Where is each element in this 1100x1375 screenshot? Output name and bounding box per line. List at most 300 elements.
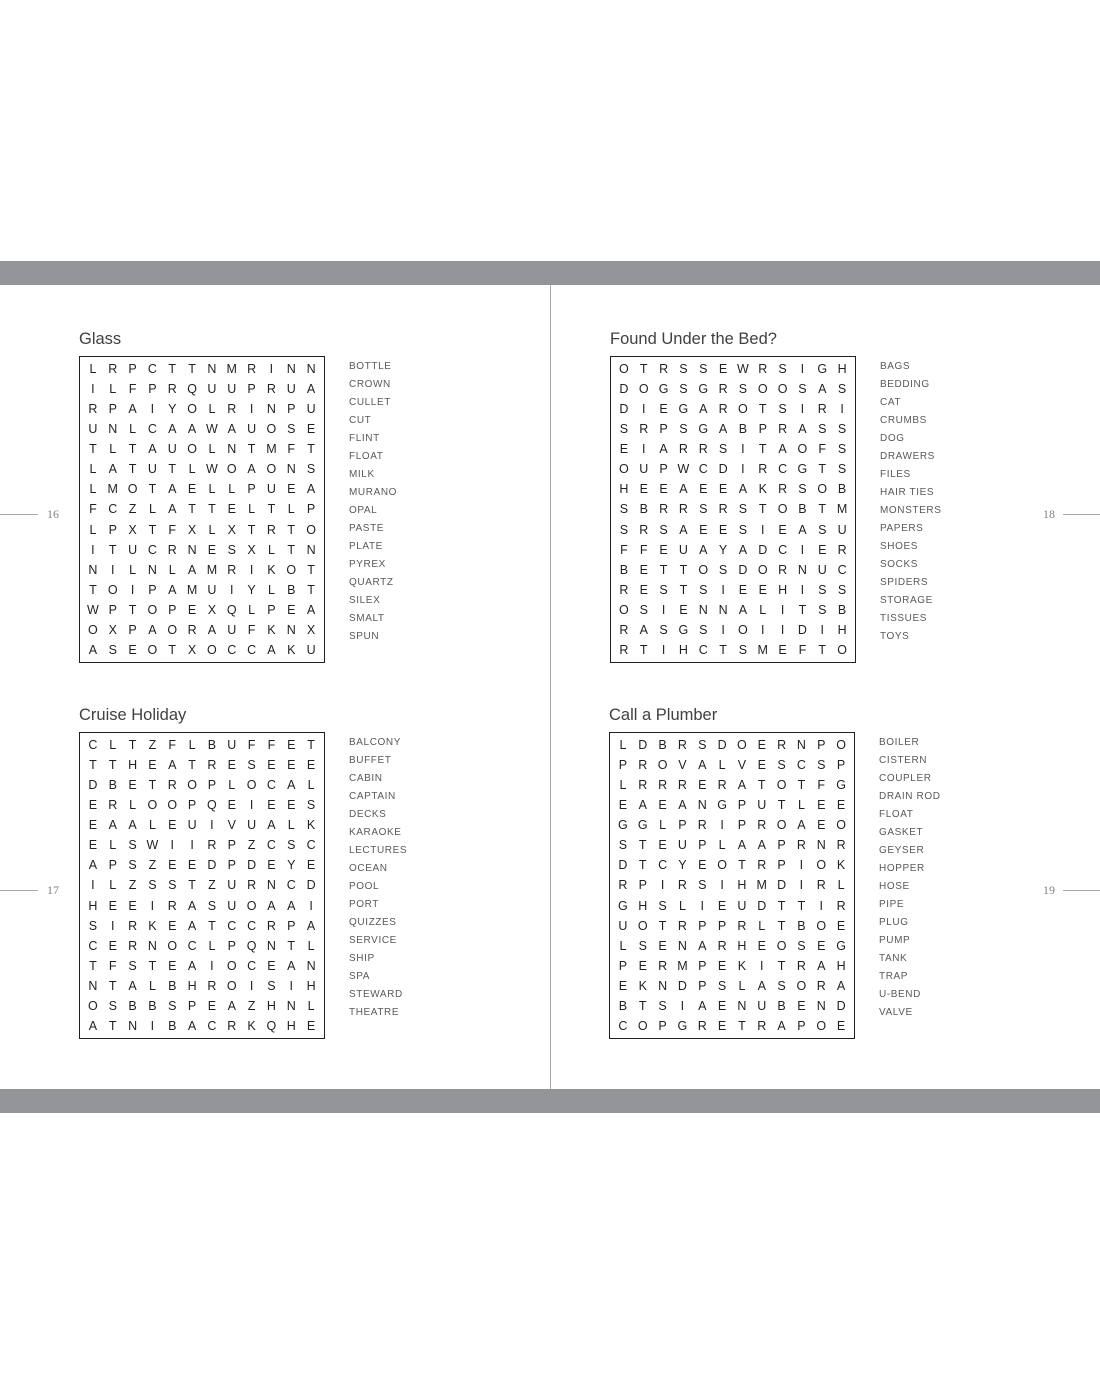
grid-letter[interactable]: E bbox=[718, 362, 728, 377]
grid-letter[interactable]: E bbox=[817, 818, 826, 833]
grid-letter[interactable]: P bbox=[247, 482, 256, 497]
grid-letter[interactable]: S bbox=[699, 362, 708, 377]
grid-letter[interactable]: D bbox=[738, 562, 748, 577]
grid-letter[interactable]: I bbox=[642, 402, 646, 417]
grid-letter[interactable]: O bbox=[638, 382, 649, 397]
grid-letter[interactable]: P bbox=[777, 838, 786, 853]
grid-letter[interactable]: E bbox=[207, 542, 217, 557]
grid-letter[interactable]: A bbox=[187, 1018, 197, 1033]
grid-letter[interactable]: E bbox=[287, 602, 296, 617]
grid-letter[interactable]: S bbox=[717, 978, 727, 993]
grid-letter[interactable]: U bbox=[247, 818, 257, 833]
grid-letter[interactable]: R bbox=[816, 878, 826, 893]
grid-letter[interactable]: S bbox=[798, 382, 807, 397]
grid-letter[interactable]: I bbox=[249, 978, 254, 993]
grid-letter[interactable]: B bbox=[618, 998, 628, 1013]
grid-letter[interactable]: B bbox=[108, 778, 117, 793]
grid-letter[interactable]: T bbox=[307, 442, 315, 457]
grid-letter[interactable]: Z bbox=[247, 838, 256, 853]
grid-letter[interactable]: I bbox=[150, 402, 155, 417]
grid-letter[interactable]: I bbox=[661, 642, 666, 657]
grid-letter[interactable]: N bbox=[266, 878, 276, 893]
grid-letter[interactable]: T bbox=[758, 442, 767, 457]
grid-letter[interactable]: T bbox=[738, 1018, 746, 1033]
grid-letter[interactable]: A bbox=[247, 462, 256, 477]
grid-letter[interactable]: E bbox=[267, 798, 276, 813]
grid-letter[interactable]: O bbox=[226, 978, 237, 993]
grid-letter[interactable]: V bbox=[227, 818, 236, 833]
grid-letter[interactable]: E bbox=[287, 798, 296, 813]
grid-letter[interactable]: T bbox=[128, 462, 137, 477]
grid-letter[interactable]: R bbox=[638, 758, 648, 773]
grid-letter[interactable]: S bbox=[659, 582, 668, 597]
grid-letter[interactable]: P bbox=[658, 1018, 667, 1033]
grid-letter[interactable]: S bbox=[738, 382, 748, 397]
grid-letter[interactable]: S bbox=[128, 858, 137, 873]
grid-letter[interactable]: G bbox=[836, 938, 846, 953]
grid-letter[interactable]: E bbox=[306, 758, 316, 773]
grid-letter[interactable]: B bbox=[797, 918, 806, 933]
grid-letter[interactable]: L bbox=[208, 482, 216, 497]
grid-letter[interactable]: L bbox=[248, 502, 256, 517]
grid-letter[interactable]: I bbox=[230, 582, 234, 597]
grid-letter[interactable]: O bbox=[107, 582, 118, 597]
grid-letter[interactable]: S bbox=[619, 422, 629, 437]
grid-letter[interactable]: S bbox=[306, 462, 316, 477]
grid-letter[interactable]: T bbox=[638, 998, 647, 1013]
grid-letter[interactable]: I bbox=[91, 382, 95, 397]
grid-letter[interactable]: L bbox=[109, 382, 117, 397]
grid-letter[interactable]: E bbox=[639, 562, 648, 577]
grid-letter[interactable]: A bbox=[187, 898, 197, 913]
grid-letter[interactable]: S bbox=[659, 522, 668, 537]
grid-letter[interactable]: R bbox=[227, 1018, 237, 1033]
grid-letter[interactable]: U bbox=[837, 522, 847, 537]
grid-letter[interactable]: L bbox=[168, 562, 176, 577]
grid-letter[interactable]: T bbox=[168, 362, 177, 377]
grid-letter[interactable]: O bbox=[837, 642, 847, 657]
grid-letter[interactable]: I bbox=[91, 878, 95, 893]
grid-letter[interactable]: B bbox=[168, 1018, 177, 1033]
grid-letter[interactable]: R bbox=[659, 502, 669, 517]
grid-letter[interactable]: C bbox=[306, 838, 316, 853]
grid-letter[interactable]: D bbox=[619, 382, 629, 397]
grid-letter[interactable]: N bbox=[88, 562, 98, 577]
grid-letter[interactable]: L bbox=[188, 462, 196, 477]
grid-letter[interactable]: M bbox=[756, 878, 767, 893]
grid-letter[interactable]: D bbox=[306, 878, 316, 893]
grid-letter[interactable]: S bbox=[639, 602, 648, 617]
grid-letter[interactable]: R bbox=[187, 622, 197, 637]
grid-letter[interactable]: S bbox=[658, 998, 667, 1013]
grid-letter[interactable]: A bbox=[836, 978, 846, 993]
grid-letter[interactable]: Y bbox=[287, 858, 296, 873]
grid-letter[interactable]: S bbox=[306, 798, 316, 813]
grid-letter[interactable]: O bbox=[187, 778, 197, 793]
grid-letter[interactable]: F bbox=[247, 622, 256, 637]
grid-letter[interactable]: C bbox=[247, 918, 257, 933]
grid-letter[interactable]: S bbox=[108, 642, 117, 657]
grid-letter[interactable]: E bbox=[148, 758, 157, 773]
grid-letter[interactable]: R bbox=[227, 562, 237, 577]
grid-letter[interactable]: T bbox=[777, 898, 786, 913]
grid-letter[interactable]: A bbox=[777, 1018, 786, 1033]
grid-letter[interactable]: O bbox=[246, 898, 257, 913]
grid-letter[interactable]: S bbox=[777, 978, 786, 993]
grid-letter[interactable]: T bbox=[639, 642, 648, 657]
grid-letter[interactable]: E bbox=[658, 838, 667, 853]
grid-letter[interactable]: D bbox=[677, 978, 687, 993]
grid-letter[interactable]: A bbox=[306, 382, 316, 397]
grid-letter[interactable]: R bbox=[639, 522, 649, 537]
grid-letter[interactable]: Z bbox=[148, 858, 157, 873]
grid-letter[interactable]: R bbox=[796, 838, 806, 853]
grid-letter[interactable]: E bbox=[306, 1018, 316, 1033]
grid-letter[interactable]: S bbox=[837, 462, 847, 477]
grid-letter[interactable]: A bbox=[698, 938, 707, 953]
grid-letter[interactable]: O bbox=[717, 858, 727, 873]
grid-letter[interactable]: F bbox=[247, 738, 256, 753]
grid-letter[interactable]: P bbox=[108, 402, 117, 417]
grid-letter[interactable]: N bbox=[266, 938, 276, 953]
grid-letter[interactable]: U bbox=[817, 562, 827, 577]
grid-letter[interactable]: A bbox=[207, 622, 217, 637]
grid-letter[interactable]: I bbox=[111, 918, 115, 933]
grid-letter[interactable]: E bbox=[287, 738, 296, 753]
grid-letter[interactable]: O bbox=[266, 462, 277, 477]
grid-letter[interactable]: R bbox=[718, 402, 728, 417]
grid-letter[interactable]: T bbox=[679, 582, 688, 597]
grid-letter[interactable]: G bbox=[817, 362, 828, 377]
grid-letter[interactable]: R bbox=[758, 462, 768, 477]
grid-letter[interactable]: U bbox=[737, 898, 747, 913]
grid-letter[interactable]: L bbox=[758, 918, 766, 933]
grid-letter[interactable]: R bbox=[718, 382, 728, 397]
grid-letter[interactable]: S bbox=[108, 998, 117, 1013]
grid-letter[interactable]: L bbox=[837, 878, 845, 893]
grid-letter[interactable]: C bbox=[227, 642, 237, 657]
grid-letter[interactable]: B bbox=[128, 998, 137, 1013]
grid-letter[interactable]: T bbox=[757, 778, 766, 793]
grid-letter[interactable]: U bbox=[678, 542, 688, 557]
grid-letter[interactable]: A bbox=[287, 778, 296, 793]
grid-letter[interactable]: X bbox=[108, 622, 117, 637]
grid-letter[interactable]: S bbox=[168, 878, 177, 893]
grid-letter[interactable]: R bbox=[266, 382, 276, 397]
grid-letter[interactable]: P bbox=[227, 838, 236, 853]
grid-letter[interactable]: R bbox=[677, 918, 687, 933]
grid-letter[interactable]: C bbox=[286, 878, 296, 893]
grid-letter[interactable]: S bbox=[679, 422, 688, 437]
grid-letter[interactable]: L bbox=[89, 482, 97, 497]
grid-letter[interactable]: U bbox=[167, 442, 177, 457]
grid-letter[interactable]: O bbox=[246, 778, 257, 793]
grid-letter[interactable]: T bbox=[89, 582, 97, 597]
grid-letter[interactable]: I bbox=[249, 798, 254, 813]
grid-letter[interactable]: X bbox=[247, 542, 256, 557]
grid-letter[interactable]: F bbox=[817, 778, 826, 793]
grid-letter[interactable]: O bbox=[147, 642, 158, 657]
grid-letter[interactable]: A bbox=[287, 958, 296, 973]
grid-letter[interactable]: A bbox=[168, 582, 177, 597]
letter-grid[interactable] bbox=[79, 356, 325, 663]
grid-letter[interactable]: P bbox=[128, 622, 137, 637]
grid-letter[interactable]: T bbox=[818, 502, 827, 517]
grid-letter[interactable]: A bbox=[148, 622, 157, 637]
grid-letter[interactable]: O bbox=[147, 602, 158, 617]
grid-letter[interactable]: I bbox=[800, 542, 805, 557]
grid-letter[interactable]: R bbox=[128, 918, 138, 933]
grid-letter[interactable]: S bbox=[837, 442, 847, 457]
grid-letter[interactable]: M bbox=[836, 502, 848, 517]
grid-letter[interactable]: R bbox=[247, 362, 257, 377]
grid-letter[interactable]: O bbox=[127, 482, 138, 497]
grid-letter[interactable]: H bbox=[737, 878, 747, 893]
grid-letter[interactable]: L bbox=[109, 838, 117, 853]
grid-letter[interactable]: S bbox=[128, 958, 137, 973]
grid-letter[interactable]: R bbox=[678, 502, 688, 517]
grid-letter[interactable]: R bbox=[718, 502, 728, 517]
grid-letter[interactable]: T bbox=[108, 978, 117, 993]
grid-letter[interactable]: F bbox=[818, 442, 827, 457]
grid-letter[interactable]: A bbox=[168, 502, 177, 517]
grid-letter[interactable]: E bbox=[168, 818, 177, 833]
grid-letter[interactable]: E bbox=[718, 482, 728, 497]
grid-letter[interactable]: I bbox=[799, 858, 804, 873]
grid-letter[interactable]: W bbox=[206, 422, 218, 437]
grid-letter[interactable]: E bbox=[128, 642, 137, 657]
grid-letter[interactable]: R bbox=[717, 938, 727, 953]
grid-letter[interactable]: A bbox=[698, 758, 707, 773]
grid-letter[interactable]: D bbox=[758, 542, 768, 557]
grid-letter[interactable]: C bbox=[796, 758, 806, 773]
grid-letter[interactable]: C bbox=[698, 642, 708, 657]
grid-letter[interactable]: T bbox=[658, 918, 667, 933]
grid-letter[interactable]: R bbox=[167, 898, 177, 913]
grid-letter[interactable]: C bbox=[778, 462, 788, 477]
grid-letter[interactable]: E bbox=[88, 838, 98, 853]
grid-letter[interactable]: R bbox=[677, 738, 687, 753]
grid-letter[interactable]: O bbox=[797, 442, 808, 457]
grid-letter[interactable]: T bbox=[89, 958, 97, 973]
grid-letter[interactable]: I bbox=[91, 542, 95, 557]
grid-letter[interactable]: U bbox=[266, 482, 276, 497]
grid-letter[interactable]: A bbox=[757, 978, 766, 993]
grid-letter[interactable]: R bbox=[207, 838, 217, 853]
grid-letter[interactable]: A bbox=[306, 602, 316, 617]
grid-letter[interactable]: L bbox=[208, 442, 216, 457]
grid-letter[interactable]: U bbox=[286, 382, 296, 397]
grid-letter[interactable]: C bbox=[698, 462, 708, 477]
grid-letter[interactable]: R bbox=[836, 838, 846, 853]
grid-letter[interactable]: O bbox=[167, 938, 178, 953]
grid-letter[interactable]: O bbox=[286, 562, 297, 577]
grid-letter[interactable]: R bbox=[658, 778, 668, 793]
grid-letter[interactable]: N bbox=[286, 362, 296, 377]
grid-letter[interactable]: R bbox=[697, 818, 707, 833]
grid-letter[interactable]: A bbox=[718, 422, 728, 437]
grid-letter[interactable]: N bbox=[187, 542, 197, 557]
grid-letter[interactable]: A bbox=[187, 422, 197, 437]
grid-letter[interactable]: L bbox=[307, 938, 315, 953]
grid-letter[interactable]: E bbox=[699, 522, 708, 537]
grid-letter[interactable]: O bbox=[619, 362, 629, 377]
grid-letter[interactable]: T bbox=[797, 898, 806, 913]
grid-letter[interactable]: E bbox=[659, 542, 668, 557]
grid-letter[interactable]: P bbox=[618, 758, 628, 773]
grid-letter[interactable]: A bbox=[778, 442, 787, 457]
grid-letter[interactable]: Y bbox=[678, 858, 687, 873]
grid-letter[interactable]: C bbox=[778, 542, 788, 557]
grid-letter[interactable]: A bbox=[737, 838, 747, 853]
grid-letter[interactable]: F bbox=[89, 502, 97, 517]
grid-letter[interactable]: L bbox=[109, 878, 117, 893]
grid-letter[interactable]: F bbox=[620, 542, 628, 557]
grid-letter[interactable]: R bbox=[167, 542, 177, 557]
grid-letter[interactable]: Q bbox=[226, 602, 237, 617]
grid-letter[interactable]: I bbox=[190, 838, 194, 853]
grid-letter[interactable]: U bbox=[757, 998, 767, 1013]
grid-letter[interactable]: H bbox=[837, 622, 847, 637]
grid-letter[interactable]: N bbox=[207, 362, 217, 377]
grid-letter[interactable]: W bbox=[677, 462, 690, 477]
grid-letter[interactable]: P bbox=[306, 502, 316, 517]
grid-letter[interactable]: E bbox=[187, 602, 197, 617]
grid-letter[interactable]: M bbox=[266, 442, 277, 457]
grid-letter[interactable]: P bbox=[659, 462, 668, 477]
grid-letter[interactable]: S bbox=[778, 362, 787, 377]
grid-letter[interactable]: I bbox=[721, 622, 725, 637]
grid-letter[interactable]: X bbox=[187, 642, 197, 657]
grid-letter[interactable]: L bbox=[208, 938, 216, 953]
grid-letter[interactable]: L bbox=[307, 778, 315, 793]
grid-letter[interactable]: M bbox=[206, 562, 218, 577]
grid-letter[interactable]: R bbox=[778, 482, 788, 497]
grid-letter[interactable]: E bbox=[717, 998, 727, 1013]
grid-letter[interactable]: R bbox=[619, 642, 629, 657]
grid-letter[interactable]: R bbox=[128, 938, 138, 953]
grid-letter[interactable]: E bbox=[227, 798, 236, 813]
grid-letter[interactable]: E bbox=[717, 958, 727, 973]
grid-letter[interactable]: I bbox=[741, 442, 745, 457]
grid-letter[interactable]: R bbox=[837, 542, 847, 557]
grid-letter[interactable]: H bbox=[778, 582, 788, 597]
grid-letter[interactable]: I bbox=[289, 978, 293, 993]
grid-letter[interactable]: O bbox=[738, 622, 748, 637]
grid-letter[interactable]: L bbox=[109, 442, 117, 457]
grid-letter[interactable]: T bbox=[798, 602, 807, 617]
grid-letter[interactable]: N bbox=[286, 462, 296, 477]
grid-letter[interactable]: A bbox=[267, 642, 276, 657]
grid-letter[interactable]: T bbox=[287, 542, 296, 557]
grid-letter[interactable]: L bbox=[287, 818, 295, 833]
grid-letter[interactable]: E bbox=[287, 758, 296, 773]
grid-letter[interactable]: S bbox=[227, 542, 236, 557]
grid-letter[interactable]: G bbox=[658, 382, 669, 397]
grid-letter[interactable]: I bbox=[761, 522, 765, 537]
grid-letter[interactable]: S bbox=[698, 738, 707, 753]
grid-letter[interactable]: Z bbox=[128, 502, 137, 517]
grid-letter[interactable]: P bbox=[287, 918, 296, 933]
grid-letter[interactable]: A bbox=[168, 422, 177, 437]
grid-letter[interactable]: G bbox=[678, 622, 689, 637]
grid-letter[interactable]: L bbox=[148, 818, 156, 833]
grid-letter[interactable]: U bbox=[207, 382, 217, 397]
grid-letter[interactable]: A bbox=[128, 818, 137, 833]
grid-letter[interactable]: F bbox=[798, 642, 807, 657]
grid-letter[interactable]: W bbox=[146, 838, 159, 853]
grid-letter[interactable]: O bbox=[836, 818, 846, 833]
grid-letter[interactable]: U bbox=[306, 402, 316, 417]
grid-letter[interactable]: E bbox=[836, 918, 846, 933]
grid-letter[interactable]: C bbox=[658, 858, 668, 873]
grid-letter[interactable]: R bbox=[659, 362, 669, 377]
grid-letter[interactable]: B bbox=[658, 738, 667, 753]
grid-letter[interactable]: P bbox=[287, 402, 296, 417]
grid-letter[interactable]: R bbox=[108, 798, 118, 813]
grid-letter[interactable]: S bbox=[797, 938, 806, 953]
grid-letter[interactable]: I bbox=[660, 878, 665, 893]
grid-letter[interactable]: N bbox=[88, 978, 98, 993]
grid-letter[interactable]: O bbox=[777, 382, 788, 397]
grid-letter[interactable]: A bbox=[738, 542, 748, 557]
grid-letter[interactable]: G bbox=[677, 1018, 688, 1033]
grid-letter[interactable]: I bbox=[111, 562, 115, 577]
grid-letter[interactable]: T bbox=[108, 542, 117, 557]
grid-letter[interactable]: N bbox=[286, 622, 296, 637]
grid-letter[interactable]: R bbox=[108, 362, 118, 377]
grid-letter[interactable]: E bbox=[88, 818, 98, 833]
grid-letter[interactable]: I bbox=[800, 402, 805, 417]
grid-letter[interactable]: O bbox=[306, 522, 316, 537]
grid-letter[interactable]: L bbox=[619, 738, 627, 753]
grid-letter[interactable]: C bbox=[88, 938, 98, 953]
grid-letter[interactable]: H bbox=[266, 998, 276, 1013]
grid-letter[interactable]: O bbox=[816, 1018, 827, 1033]
grid-letter[interactable]: S bbox=[619, 502, 629, 517]
grid-letter[interactable]: A bbox=[267, 898, 276, 913]
grid-letter[interactable]: A bbox=[797, 818, 806, 833]
grid-letter[interactable]: T bbox=[247, 442, 256, 457]
grid-letter[interactable]: X bbox=[227, 522, 236, 537]
grid-letter[interactable]: E bbox=[638, 958, 647, 973]
grid-letter[interactable]: E bbox=[698, 858, 707, 873]
grid-letter[interactable]: R bbox=[207, 758, 217, 773]
grid-letter[interactable]: X bbox=[207, 602, 217, 617]
grid-letter[interactable]: S bbox=[837, 382, 847, 397]
grid-letter[interactable]: Y bbox=[247, 582, 256, 597]
grid-letter[interactable]: E bbox=[738, 582, 748, 597]
grid-letter[interactable]: F bbox=[267, 738, 276, 753]
grid-letter[interactable]: P bbox=[148, 582, 157, 597]
grid-letter[interactable]: S bbox=[88, 918, 98, 933]
grid-letter[interactable]: S bbox=[638, 938, 647, 953]
grid-letter[interactable]: N bbox=[816, 838, 826, 853]
grid-letter[interactable]: C bbox=[247, 958, 257, 973]
grid-letter[interactable]: O bbox=[776, 818, 787, 833]
grid-letter[interactable]: L bbox=[208, 522, 216, 537]
grid-letter[interactable]: B bbox=[148, 998, 157, 1013]
grid-letter[interactable]: P bbox=[108, 522, 117, 537]
grid-letter[interactable]: I bbox=[720, 878, 724, 893]
grid-letter[interactable]: H bbox=[836, 958, 846, 973]
grid-letter[interactable]: S bbox=[738, 642, 748, 657]
grid-letter[interactable]: C bbox=[88, 738, 98, 753]
grid-letter[interactable]: L bbox=[738, 978, 746, 993]
grid-letter[interactable]: H bbox=[737, 938, 747, 953]
grid-letter[interactable]: K bbox=[267, 622, 276, 637]
grid-letter[interactable]: P bbox=[659, 422, 668, 437]
